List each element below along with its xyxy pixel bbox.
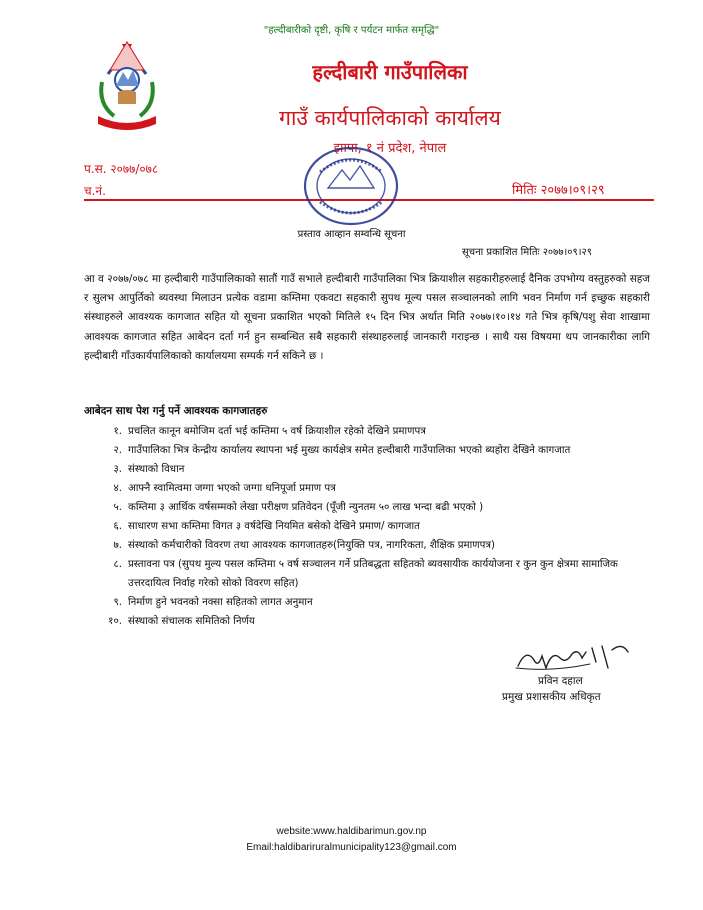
list-item-number: १.: [113, 426, 122, 437]
list-item: [84, 460, 654, 479]
list-item-number: ४.: [113, 483, 122, 494]
required-documents-heading: आबेदन साथ पेश गर्नु पर्ने आवश्यक कागजातहरु: [84, 405, 268, 417]
signature-icon: [512, 638, 652, 676]
list-item-number: ७.: [113, 540, 122, 551]
list-item-text: प्रस्तावना पत्र (सुपथ मुल्य पसल कम्तिमा ५ वर्ष सञ्चालन गर्ने प्रतिबद्धता सहितको ब्यवसायीक कार्ययोजना र कुन कुन क्षेत्रमा सामाजिक उत्तरदायित्व निर्वाह गरेको सोको विवरण सहित): [128, 559, 618, 589]
official-stamp-icon: [302, 144, 400, 228]
publication-date: सूचना प्रकाशित मितिः २०७७।०९।२९: [462, 247, 592, 258]
list-item: [84, 498, 654, 517]
office-name: गाउँ कार्यपालिकाको कार्यालय: [279, 106, 501, 130]
required-documents-list: [84, 422, 654, 631]
list-item-number: १०.: [108, 616, 122, 627]
list-item-text: निर्माण हुने भवनको नक्सा सहितको लागत अनुमान: [128, 597, 313, 608]
signatory-title: प्रमुख प्रशासकीय अधिकृत: [502, 691, 601, 703]
list-item-number: २.: [113, 445, 122, 456]
footer-website: website:www.haldibarimun.gov.np: [276, 826, 427, 837]
list-item: [84, 479, 654, 498]
notice-body: आ व २०७७/०७८ मा हल्दीबारी गाउँपालिकाको सातौं गाउँ सभाले हल्दीबारी गाउँपालिका भित्र क्रियाशील सहकारीहरुलाई दैनिक उपभोग्य वस्तुहरुको सहज र सुलभ आपुर्तिको ब्यवस्था मिलाउन प्रत्येक वडामा कम्तिमा एकवटा सहकारी सुपथ मूल्य पसल सञ्चालनको लागि भवन निर्माण गर्न इच्छुक सहकारी संस्थाहरुले आवश्यक कागजात सहित यो सूचना प्रकाशित भएको मितिले १५ दिन भित्र अर्थात मिति २०७७।१०।१४ गते भित्र कृषि/पशु सेवा शाखामा आवश्यक कागजात सहित आबेदन दर्ता गर्न हुन सम्बन्धित सबै सहकारी संस्थाहरुलाई जानकारी गराइन्छ । साथै यस विषयमा थप जानकारीका लागि हल्दीबारी गाँउकार्यपालिकाको कार्यालयमा सम्पर्क गर्न सकिने छ ।: [84, 273, 650, 362]
list-item-number: ३.: [113, 464, 122, 475]
letter-date: मितिः २०७७।०९।२९: [512, 183, 605, 198]
list-item-text: प्रचलित कानून बमोजिम दर्ता भई कम्तिमा ५ वर्ष क्रियाशील रहेको देखिने प्रमाणपत्र: [128, 426, 426, 437]
list-item-text: कम्तिमा ३ आर्थिक वर्षसम्मको लेखा परीक्षण प्रतिवेदन (पूँजी न्युनतम ५० लाख भन्दा बढी भएको ): [128, 502, 484, 513]
list-item: [84, 422, 654, 441]
signatory-name: प्रविन दहाल: [538, 675, 583, 687]
list-item: [84, 612, 654, 631]
list-item-text: संस्थाको विधान: [128, 464, 185, 475]
notice-title: प्रस्ताव आव्हान सम्वन्धि सूचना: [297, 229, 406, 240]
office-address: झापा, १ नं प्रदेश, नेपाल: [333, 141, 447, 156]
nepal-emblem-icon: [88, 40, 166, 132]
organization-name: हल्दीबारी गाउँपालिका: [312, 60, 468, 84]
list-item-text: आफ्नै स्वामित्वमा जग्गा भएको जग्गा धनिपूर्जा प्रमाण पत्र: [128, 483, 336, 494]
list-item: [84, 555, 654, 593]
list-item-text: गाउँपालिका भित्र केन्द्रीय कार्यालय स्थापना भई मुख्य कार्यक्षेत्र समेत हल्दीबारी गाउँपालिका भएको ब्यहोरा देखिने कागजात: [128, 445, 571, 456]
list-item-text: संस्थाको संचालक समितिको निर्णय: [128, 616, 255, 627]
list-item: [84, 593, 654, 612]
list-item: [84, 536, 654, 555]
list-item: [84, 517, 654, 536]
list-item-number: ६.: [113, 521, 122, 532]
list-item-text: साधारण सभा कम्तिमा विगत ३ वर्षदेखि नियमित बसेको देखिने प्रमाण/ कागजात: [128, 521, 420, 532]
list-item-text: संस्थाको कर्मचारीको विवरण तथा आवश्यक कागजातहरु(नियुक्ति पत्र, नागरिकता, शैक्षिक प्रमाणपत्र): [128, 540, 496, 551]
reference-number: प.स. २०७७/०७८: [84, 162, 159, 176]
slogan: "हल्दीबारीको दृष्टी, कृषि र पर्यटन मार्फत समृद्धि": [263, 25, 440, 36]
list-item-number: ९.: [113, 597, 122, 608]
footer-email: Email:haldibariruralmunicipality123@gmail.com: [246, 842, 457, 853]
dispatch-number: च.नं.: [84, 184, 106, 198]
list-item-number: ८.: [113, 559, 122, 570]
list-item-number: ५.: [113, 502, 122, 513]
list-item: [84, 441, 654, 460]
